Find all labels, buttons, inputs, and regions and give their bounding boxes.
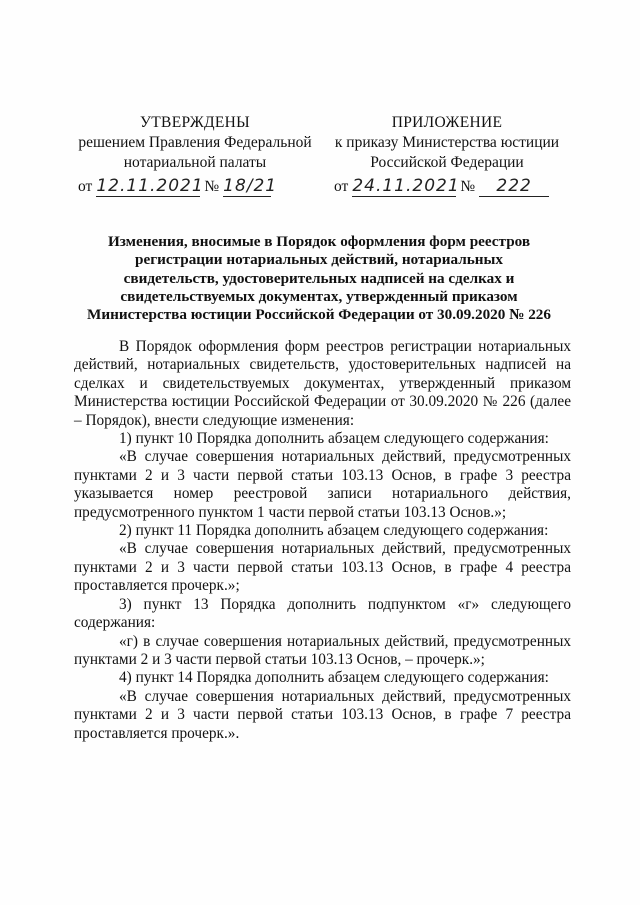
approval-line-2: нотариальной палаты [123, 154, 267, 171]
approval-date-number [74, 176, 278, 202]
paragraph: «г) в случае совершения нотариальных действий, предусмотренных пунктами 2 и 3 части первой статьи 103.13 Основ, – прочерк.»; [74, 632, 571, 668]
approval-date: 12.11.2021 [96, 176, 204, 196]
approval-line-1: решением Правления Федеральной [78, 134, 312, 151]
paragraph: «В случае совершения нотариальных действий, предусмотренных пунктами 2 и 3 части первой статьи 103.13 Основ, в графе 7 реестра проставляется прочерк.». [74, 687, 571, 742]
from-label: от [334, 178, 349, 195]
appendix-title: ПРИЛОЖЕНИЕ [391, 114, 503, 131]
order-date: 24.11.2021 [352, 176, 460, 196]
paragraph: В Порядок оформления форм реестров регистрации нотариальных действий, нотариальных свидетельств, удостоверительных надписей на сделках и свидетельствуемых документах, утвержденный приказом Министерства юстиции Российской Федерации от 30.09.2020 № 226 (далее – Порядок), внести следующие изменения: [74, 338, 571, 429]
paragraph: «В случае совершения нотариальных действий, предусмотренных пунктами 2 и 3 части первой статьи 103.13 Основ, в графе 4 реестра проставляется прочерк.»; [74, 540, 571, 595]
appendix-line-2: Российской Федерации [370, 154, 524, 171]
order-number: 222 [479, 176, 549, 197]
approval-number: 18/21 [223, 176, 278, 196]
approval-block [70, 113, 320, 173]
appendix-block [322, 113, 572, 173]
paragraph: 2) пункт 11 Порядка дополнить абзацем следующего содержания: [119, 522, 549, 540]
document-body [74, 338, 571, 743]
appendix-line-1: к приказу Министерства юстиции [334, 134, 560, 151]
number-label: № [204, 178, 220, 195]
from-label: от [78, 178, 93, 195]
paragraph: 3) пункт 13 Порядка дополнить подпунктом «г» следующего содержания: [74, 595, 571, 632]
paragraph: «В случае совершения нотариальных действий, предусмотренных пунктами 2 и 3 части первой статьи 103.13 Основ, в графе 3 реестра указывается номер реестровой записи нотариального действия, предусмотренного пунктом 1 части первой статьи 103.13 Основ.»; [74, 448, 571, 521]
appendix-date-number [330, 176, 549, 202]
paragraph: 4) пункт 14 Порядка дополнить абзацем следующего содержания: [119, 669, 549, 687]
number-label: № [460, 178, 476, 195]
approval-title: УТВЕРЖДЕНЫ [140, 114, 250, 131]
document-title: Изменения, вносимые в Порядок оформления форм реестров регистрации нотариальных действий, нотариальных свидетельств, удостоверительных надписей на сделках и свидетельствуемых документах, утвержденный приказом Министерства юстиции Российской Федерации от 30.09.2020 № 226 [86, 233, 551, 324]
paragraph: 1) пункт 10 Порядка дополнить абзацем следующего содержания: [119, 430, 549, 448]
